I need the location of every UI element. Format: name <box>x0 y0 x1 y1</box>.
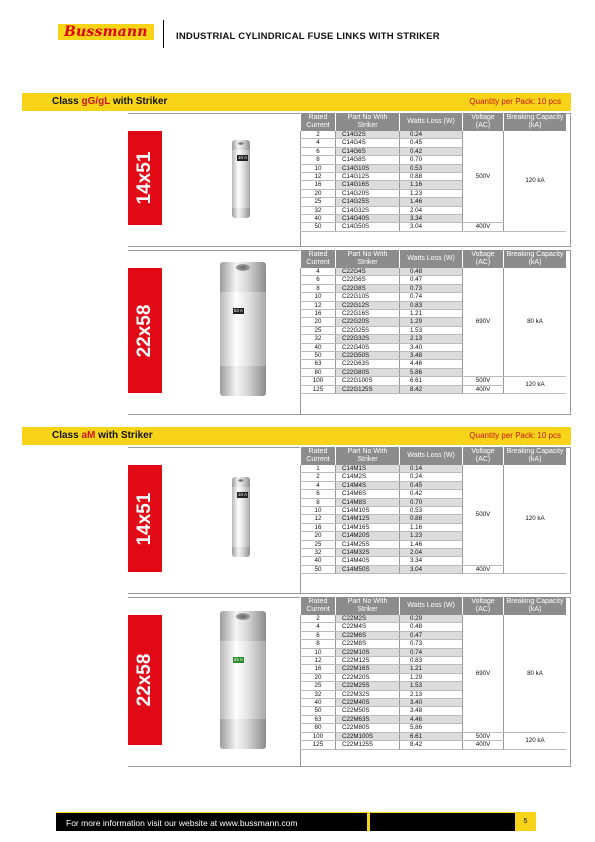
striker-pin <box>238 142 244 145</box>
fuse-image <box>162 447 301 594</box>
watts-loss: 3.48 <box>400 352 463 360</box>
watts-loss-header: Watts Loss (W) <box>400 250 463 268</box>
part-number: C22M8S <box>336 640 400 648</box>
watts-loss: 0.73 <box>400 640 463 648</box>
rated-current: 32 <box>301 206 336 214</box>
rated-current: 50 <box>301 223 336 231</box>
spec-table <box>300 250 566 394</box>
part-number: C14M50S <box>336 565 400 573</box>
part-number: C22M63S <box>336 715 400 723</box>
watts-loss: 5.86 <box>400 724 463 732</box>
part-number: C14M40S <box>336 557 400 565</box>
watts-loss: 4.46 <box>400 715 463 723</box>
part-number: C14M32S <box>336 549 400 557</box>
watts-loss: 0.42 <box>400 490 463 498</box>
part-number: C22M20S <box>336 673 400 681</box>
part-number: C22G100S <box>336 377 400 385</box>
rated-current: 20 <box>301 673 336 681</box>
watts-loss: 5.86 <box>400 368 463 376</box>
rated-current: 63 <box>301 360 336 368</box>
watts-loss: 1.23 <box>400 189 463 197</box>
part-number: C22M50S <box>336 707 400 715</box>
voltage-value: 500V <box>463 732 504 740</box>
rated-current: 80 <box>301 368 336 376</box>
fuse-cartridge <box>232 140 250 218</box>
table-row <box>301 732 567 740</box>
breaking-capacity-value: 120 kA <box>504 732 567 749</box>
part-number-header: Part No With Striker <box>336 597 400 615</box>
part-number: C22G10S <box>336 293 400 301</box>
watts-loss-header: Watts Loss (W) <box>400 447 463 465</box>
voltage-value: 500V <box>463 131 504 223</box>
part-number: C22M25S <box>336 682 400 690</box>
part-number: C22M4S <box>336 623 400 631</box>
bussmann-logo: Bussmann <box>58 24 154 40</box>
size-label: 22x58 <box>134 304 155 357</box>
table-row <box>301 465 567 473</box>
striker-pin <box>236 264 250 271</box>
watts-loss: 0.70 <box>400 156 463 164</box>
rated-current-header: Rated Current <box>301 447 336 465</box>
rated-current: 6 <box>301 276 336 284</box>
breaking-capacity-header: Breaking Capacity (kA) <box>504 447 567 465</box>
section-bar-gg <box>22 93 571 111</box>
rated-current: 6 <box>301 490 336 498</box>
part-number: C14M10S <box>336 507 400 515</box>
table-row <box>301 268 567 276</box>
part-number: C14G40S <box>336 215 400 223</box>
breaking-capacity-value: 120 kA <box>504 377 567 394</box>
striker-pin <box>238 479 244 482</box>
rated-current: 63 <box>301 715 336 723</box>
rated-current: 16 <box>301 310 336 318</box>
watts-loss: 0.74 <box>400 293 463 301</box>
watts-loss-header: Watts Loss (W) <box>400 113 463 131</box>
fuse-cartridge <box>220 611 266 749</box>
part-number-header: Part No With Striker <box>336 113 400 131</box>
rated-current: 12 <box>301 301 336 309</box>
table-header-row <box>301 597 567 615</box>
watts-loss: 0.83 <box>400 301 463 309</box>
voltage-header: Voltage (AC) <box>463 447 504 465</box>
breaking-capacity-value: 80 kA <box>504 268 567 377</box>
part-number: C22M16S <box>336 665 400 673</box>
watts-loss: 8.42 <box>400 385 463 393</box>
size-label: 14x51 <box>134 492 155 545</box>
watts-loss: 0.42 <box>400 147 463 155</box>
rated-current: 12 <box>301 515 336 523</box>
rated-current: 2 <box>301 131 336 139</box>
rated-current: 40 <box>301 343 336 351</box>
rated-current: 125 <box>301 385 336 393</box>
rated-current: 25 <box>301 540 336 548</box>
rated-current: 4 <box>301 623 336 631</box>
watts-loss: 0.24 <box>400 131 463 139</box>
part-number: C14M1S <box>336 465 400 473</box>
voltage-value: 690V <box>463 268 504 377</box>
table-row <box>301 131 567 139</box>
rated-current: 32 <box>301 690 336 698</box>
watts-loss: 0.83 <box>400 657 463 665</box>
part-number: C14M20S <box>336 532 400 540</box>
part-number: C14G16S <box>336 181 400 189</box>
size-label: 14x51 <box>134 151 155 205</box>
rated-current: 16 <box>301 665 336 673</box>
rated-current: 4 <box>301 268 336 276</box>
fuse-cartridge <box>220 262 266 396</box>
rated-current: 10 <box>301 507 336 515</box>
watts-loss: 1.23 <box>400 532 463 540</box>
table-header-row <box>301 113 567 131</box>
fuse-image <box>162 597 301 767</box>
header-divider <box>163 20 164 48</box>
rated-current: 32 <box>301 335 336 343</box>
rated-current: 20 <box>301 189 336 197</box>
part-number: C22M6S <box>336 631 400 639</box>
watts-loss: 0.47 <box>400 631 463 639</box>
rated-current: 6 <box>301 631 336 639</box>
breaking-capacity-header: Breaking Capacity (kA) <box>504 250 567 268</box>
spec-table <box>300 113 566 232</box>
fuse-rating-marking: 10 A <box>238 155 248 160</box>
rated-current: 8 <box>301 284 336 292</box>
part-number: C14G20S <box>336 189 400 197</box>
rated-current: 8 <box>301 498 336 506</box>
part-number: C22G8S <box>336 284 400 292</box>
part-number: C22G4S <box>336 268 400 276</box>
voltage-value: 400V <box>463 741 504 749</box>
rated-current: 4 <box>301 481 336 489</box>
watts-loss: 2.13 <box>400 335 463 343</box>
watts-loss: 1.16 <box>400 523 463 531</box>
part-number: C22M32S <box>336 690 400 698</box>
fuse-image <box>162 250 301 415</box>
voltage-value: 500V <box>463 377 504 385</box>
rated-current: 20 <box>301 318 336 326</box>
voltage-value: 400V <box>463 385 504 393</box>
part-number: C14G32S <box>336 206 400 214</box>
watts-loss: 1.29 <box>400 318 463 326</box>
part-number: C22M80S <box>336 724 400 732</box>
watts-loss: 3.34 <box>400 215 463 223</box>
watts-loss: 2.04 <box>400 206 463 214</box>
part-number: C22G80S <box>336 368 400 376</box>
watts-loss: 4.46 <box>400 360 463 368</box>
watts-loss: 1.21 <box>400 665 463 673</box>
watts-loss: 3.40 <box>400 343 463 351</box>
part-number: C14G25S <box>336 198 400 206</box>
spec-table <box>300 597 566 750</box>
fuse-rating-marking: 63 A <box>233 308 243 313</box>
part-number: C22M2S <box>336 615 400 623</box>
watts-loss: 3.40 <box>400 699 463 707</box>
watts-loss: 1.46 <box>400 540 463 548</box>
part-number: C14G2S <box>336 131 400 139</box>
fuse-image <box>162 113 301 247</box>
breaking-capacity-value: 120 kA <box>504 465 567 574</box>
part-number: C22G125S <box>336 385 400 393</box>
watts-loss: 0.47 <box>400 276 463 284</box>
fuse-rating-marking: 25 A <box>233 657 243 662</box>
rated-current: 10 <box>301 164 336 172</box>
part-number: C14M4S <box>336 481 400 489</box>
part-number: C14G50S <box>336 223 400 231</box>
breaking-capacity-value: 80 kA <box>504 615 567 732</box>
rated-current: 1 <box>301 465 336 473</box>
rated-current: 25 <box>301 682 336 690</box>
part-number: C22G12S <box>336 301 400 309</box>
watts-loss-header: Watts Loss (W) <box>400 597 463 615</box>
footer-accent <box>367 813 507 831</box>
watts-loss: 0.48 <box>400 268 463 276</box>
rated-current: 50 <box>301 707 336 715</box>
part-number: C14M12S <box>336 515 400 523</box>
watts-loss: 0.29 <box>400 615 463 623</box>
watts-loss: 0.74 <box>400 648 463 656</box>
watts-loss: 6.61 <box>400 732 463 740</box>
voltage-value: 500V <box>463 465 504 565</box>
part-number-header: Part No With Striker <box>336 447 400 465</box>
section-title: Class aM with Striker <box>52 430 153 441</box>
watts-loss: 1.29 <box>400 673 463 681</box>
size-label: 22x58 <box>134 653 155 707</box>
breaking-capacity-header: Breaking Capacity (kA) <box>504 113 567 131</box>
part-number-header: Part No With Striker <box>336 250 400 268</box>
rated-current: 25 <box>301 198 336 206</box>
watts-loss: 3.04 <box>400 565 463 573</box>
part-number: C22G50S <box>336 352 400 360</box>
part-number: C22G63S <box>336 360 400 368</box>
watts-loss: 0.45 <box>400 481 463 489</box>
part-number: C22M40S <box>336 699 400 707</box>
watts-loss: 3.04 <box>400 223 463 231</box>
voltage-header: Voltage (AC) <box>463 250 504 268</box>
voltage-header: Voltage (AC) <box>463 113 504 131</box>
watts-loss: 0.73 <box>400 284 463 292</box>
section-bar-am <box>22 427 571 445</box>
rated-current: 40 <box>301 557 336 565</box>
rated-current: 8 <box>301 640 336 648</box>
rated-current: 80 <box>301 724 336 732</box>
rated-current: 6 <box>301 147 336 155</box>
part-number: C14G8S <box>336 156 400 164</box>
watts-loss: 3.34 <box>400 557 463 565</box>
part-number: C14M2S <box>336 473 400 481</box>
voltage-value: 400V <box>463 565 504 573</box>
rated-current: 16 <box>301 523 336 531</box>
rated-current: 32 <box>301 549 336 557</box>
breaking-capacity-value: 120 kA <box>504 131 567 231</box>
part-number: C22M125S <box>336 741 400 749</box>
part-number: C22G32S <box>336 335 400 343</box>
watts-loss: 0.88 <box>400 515 463 523</box>
watts-loss: 0.53 <box>400 507 463 515</box>
watts-loss: 3.48 <box>400 707 463 715</box>
watts-loss: 0.53 <box>400 164 463 172</box>
page-number: 5 <box>515 813 536 831</box>
fuse-rating-marking: 10 A <box>238 492 248 497</box>
part-number: C22G25S <box>336 326 400 334</box>
table-row <box>301 377 567 385</box>
rated-current: 16 <box>301 181 336 189</box>
part-number: C22M12S <box>336 657 400 665</box>
watts-loss: 0.88 <box>400 173 463 181</box>
rated-current: 10 <box>301 293 336 301</box>
rated-current: 100 <box>301 377 336 385</box>
rated-current: 4 <box>301 139 336 147</box>
footer-website-link[interactable]: For more information visit our website at www.bussmann.com <box>66 818 298 828</box>
rated-current-header: Rated Current <box>301 597 336 615</box>
section-title: Class gG/gL with Striker <box>52 96 168 107</box>
watts-loss: 0.48 <box>400 623 463 631</box>
voltage-value: 400V <box>463 223 504 231</box>
table-row <box>301 615 567 623</box>
voltage-value: 690V <box>463 615 504 732</box>
spec-table <box>300 447 566 574</box>
part-number: C14G4S <box>336 139 400 147</box>
breaking-capacity-header: Breaking Capacity (kA) <box>504 597 567 615</box>
watts-loss: 1.53 <box>400 326 463 334</box>
watts-loss: 0.14 <box>400 465 463 473</box>
rated-current: 100 <box>301 732 336 740</box>
rated-current: 10 <box>301 648 336 656</box>
table-header-row <box>301 250 567 268</box>
table-header-row <box>301 447 567 465</box>
part-number: C22G20S <box>336 318 400 326</box>
rated-current: 50 <box>301 565 336 573</box>
watts-loss: 1.53 <box>400 682 463 690</box>
rated-current: 40 <box>301 215 336 223</box>
watts-loss: 1.21 <box>400 310 463 318</box>
watts-loss: 0.45 <box>400 139 463 147</box>
rated-current: 12 <box>301 657 336 665</box>
watts-loss: 0.24 <box>400 473 463 481</box>
part-number: C14M25S <box>336 540 400 548</box>
part-number: C14G6S <box>336 147 400 155</box>
watts-loss: 0.70 <box>400 498 463 506</box>
watts-loss: 2.13 <box>400 690 463 698</box>
page-header <box>0 0 595 70</box>
quantity-per-pack: Quantity per Pack: 10 pcs <box>469 431 561 440</box>
page-title: INDUSTRIAL CYLINDRICAL FUSE LINKS WITH STRIKER <box>176 31 440 42</box>
rated-current-header: Rated Current <box>301 250 336 268</box>
rated-current: 8 <box>301 156 336 164</box>
rated-current: 40 <box>301 699 336 707</box>
fuse-cartridge <box>232 477 250 557</box>
watts-loss: 6.61 <box>400 377 463 385</box>
part-number: C14G12S <box>336 173 400 181</box>
rated-current: 20 <box>301 532 336 540</box>
part-number: C22G6S <box>336 276 400 284</box>
part-number: C14M16S <box>336 523 400 531</box>
rated-current: 25 <box>301 326 336 334</box>
rated-current-header: Rated Current <box>301 113 336 131</box>
striker-pin <box>236 613 250 620</box>
rated-current: 125 <box>301 741 336 749</box>
rated-current: 2 <box>301 473 336 481</box>
rated-current: 2 <box>301 615 336 623</box>
quantity-per-pack: Quantity per Pack: 10 pcs <box>469 97 561 106</box>
part-number: C14M6S <box>336 490 400 498</box>
part-number: C22G40S <box>336 343 400 351</box>
watts-loss: 1.46 <box>400 198 463 206</box>
part-number: C14G10S <box>336 164 400 172</box>
watts-loss: 2.04 <box>400 549 463 557</box>
part-number: C22M10S <box>336 648 400 656</box>
rated-current: 12 <box>301 173 336 181</box>
part-number: C14M8S <box>336 498 400 506</box>
watts-loss: 1.16 <box>400 181 463 189</box>
rated-current: 50 <box>301 352 336 360</box>
part-number: C22M100S <box>336 732 400 740</box>
voltage-header: Voltage (AC) <box>463 597 504 615</box>
watts-loss: 8.42 <box>400 741 463 749</box>
part-number: C22G16S <box>336 310 400 318</box>
